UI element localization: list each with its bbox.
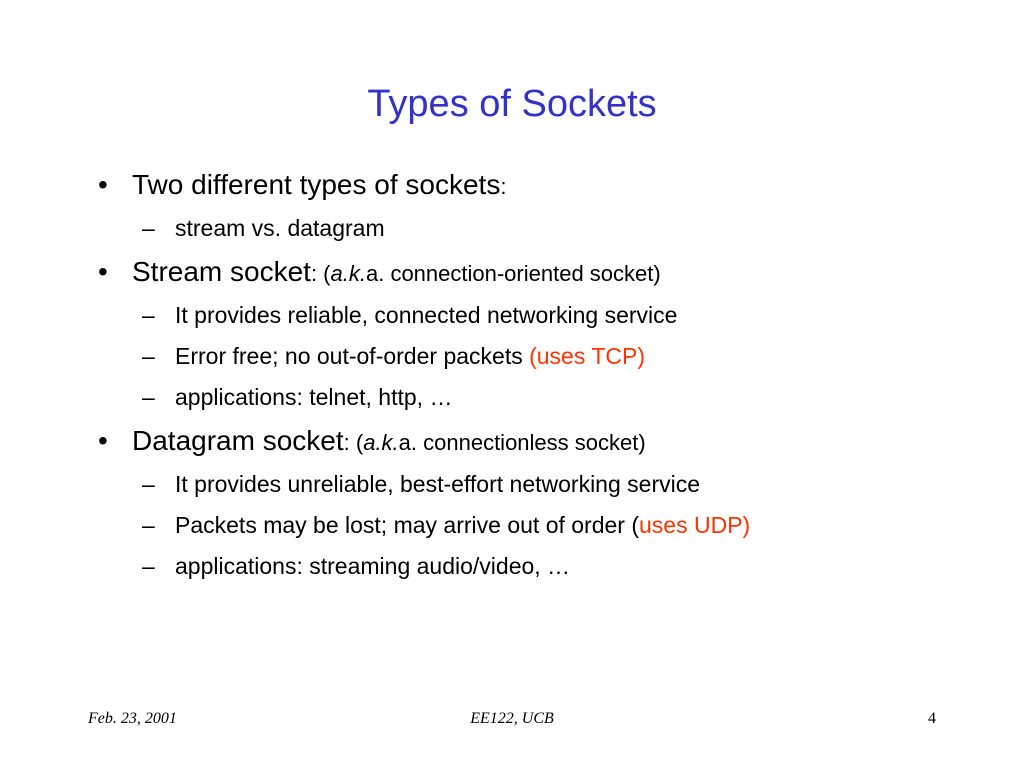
sub-list-stream	[98, 295, 958, 418]
bullet-colon: : (	[310, 261, 331, 286]
sub-item	[98, 377, 958, 418]
dash-marker: –	[142, 302, 155, 328]
bullet-text: Two different types of sockets	[132, 169, 501, 200]
sub-item-text: applications: telnet, http, …	[175, 384, 453, 410]
sub-item-text: applications: streaming audio/video, …	[175, 553, 571, 579]
sub-item-text: Packets may be lost; may arrive out of order (	[175, 512, 640, 538]
bullet-colon: : (	[343, 430, 364, 455]
dash-marker: –	[142, 215, 155, 241]
sub-item	[98, 336, 958, 377]
footer-date: Feb. 23, 2001	[88, 710, 177, 727]
sub-item	[98, 464, 958, 505]
aka-italic: a.k.	[330, 261, 366, 286]
bullet-text: Datagram socket	[132, 425, 344, 456]
dash-marker: –	[142, 512, 155, 538]
sub-item	[98, 208, 958, 249]
sub-item-text: It provides reliable, connected networking service	[175, 302, 678, 328]
bullet-list	[98, 164, 958, 589]
sub-list-two-types	[98, 208, 958, 249]
sub-item-text: Error free; no out-of-order packets	[175, 343, 530, 369]
aka-italic: a.k.	[363, 430, 399, 455]
dash-marker: –	[142, 471, 155, 497]
slide-title: Types of Sockets	[367, 83, 657, 125]
bullet-two-types	[98, 164, 958, 208]
sub-item	[98, 546, 958, 587]
bullet-aside: a. connectionless socket)	[398, 430, 646, 455]
bullet-marker: •	[98, 256, 108, 287]
sub-item	[98, 295, 958, 336]
bullet-text: Stream socket	[132, 256, 311, 287]
sub-item-text: It provides unreliable, best-effort networking service	[175, 471, 701, 497]
dash-marker: –	[142, 384, 155, 410]
sub-item-text: stream vs. datagram	[175, 215, 385, 241]
bullet-marker: •	[98, 169, 108, 200]
sub-item	[98, 505, 958, 546]
bullet-colon: :	[500, 174, 507, 199]
protocol-highlight: uses UDP)	[639, 512, 751, 538]
dash-marker: –	[142, 553, 155, 579]
bullet-datagram-socket	[98, 420, 958, 464]
bullet-stream-socket	[98, 251, 958, 295]
protocol-highlight: (uses TCP)	[529, 343, 645, 369]
bullet-aside: a. connection-oriented socket)	[365, 261, 661, 286]
footer-page-number: 4	[928, 710, 936, 727]
sub-list-datagram	[98, 464, 958, 587]
bullet-marker: •	[98, 425, 108, 456]
dash-marker: –	[142, 343, 155, 369]
footer-course: EE122, UCB	[470, 710, 554, 727]
